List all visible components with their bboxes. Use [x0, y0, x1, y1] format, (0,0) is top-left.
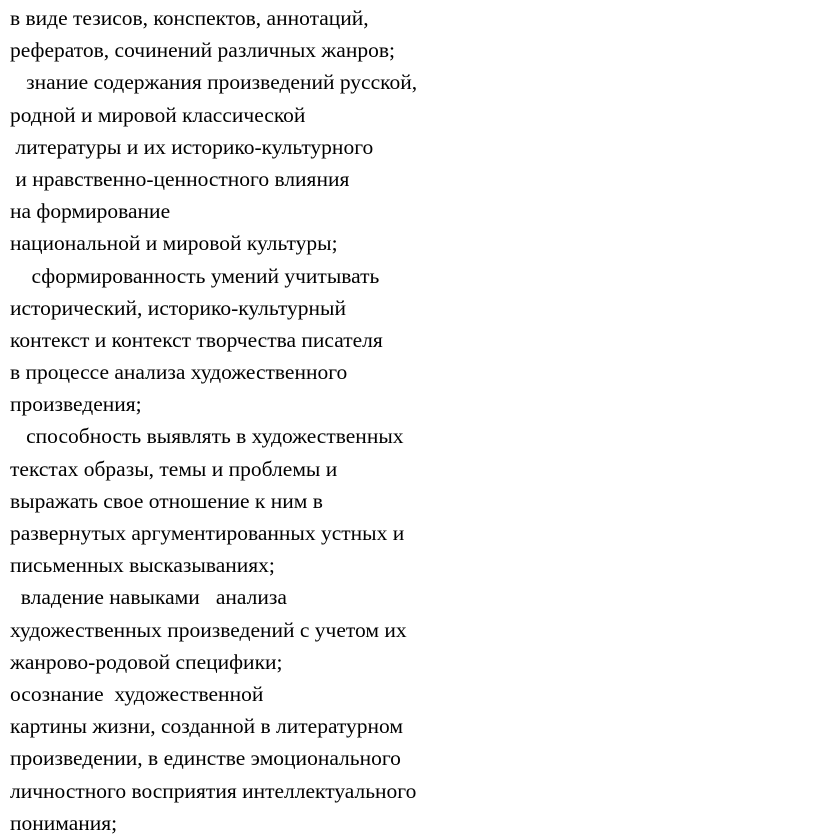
text-line: рефератов, сочинений различных жанров; — [10, 38, 395, 63]
text-line: произведении, в единстве эмоционального — [10, 746, 401, 771]
text-line: картины жизни, созданной в литературном — [10, 714, 403, 739]
text-line: осознание художественной — [10, 681, 264, 706]
text-line: жанрово-родовой специфики; — [10, 649, 283, 674]
text-line: произведения; — [10, 392, 142, 417]
text-line: исторический, историко-культурный — [10, 295, 346, 320]
text-line: в виде тезисов, конспектов, аннотаций, — [10, 6, 369, 30]
text-line: способность выявлять в художественных — [10, 424, 404, 449]
text-line: письменных высказываниях; — [10, 553, 275, 578]
text-line: личностного восприятия интеллектуального — [10, 778, 417, 803]
text-line: понимания; — [10, 810, 118, 835]
text-line: литературы и их историко-культурного — [10, 134, 374, 159]
text-line: владение навыками анализа — [10, 585, 287, 610]
text-line: контекст и контекст творчества писателя — [10, 327, 383, 352]
text-line: развернутых аргументированных устных и — [10, 521, 405, 545]
text-line: национальной и мировой культуры; — [10, 231, 338, 256]
text-line: выражать свое отношение к ним в — [10, 488, 323, 513]
document-text — [10, 2, 417, 839]
text-line: текстах образы, темы и проблемы и — [10, 456, 338, 481]
text-line: и нравственно-ценностного влияния — [10, 166, 350, 191]
text-line: художественных произведений с учетом их — [10, 617, 407, 642]
text-line: в процессе анализа художественного — [10, 360, 348, 385]
text-line: на формирование — [10, 199, 171, 224]
text-line: знание содержания произведений русской, — [10, 70, 418, 95]
text-line: сформированность умений учитывать — [10, 263, 380, 288]
text-line: родной и мировой классической — [10, 102, 306, 127]
